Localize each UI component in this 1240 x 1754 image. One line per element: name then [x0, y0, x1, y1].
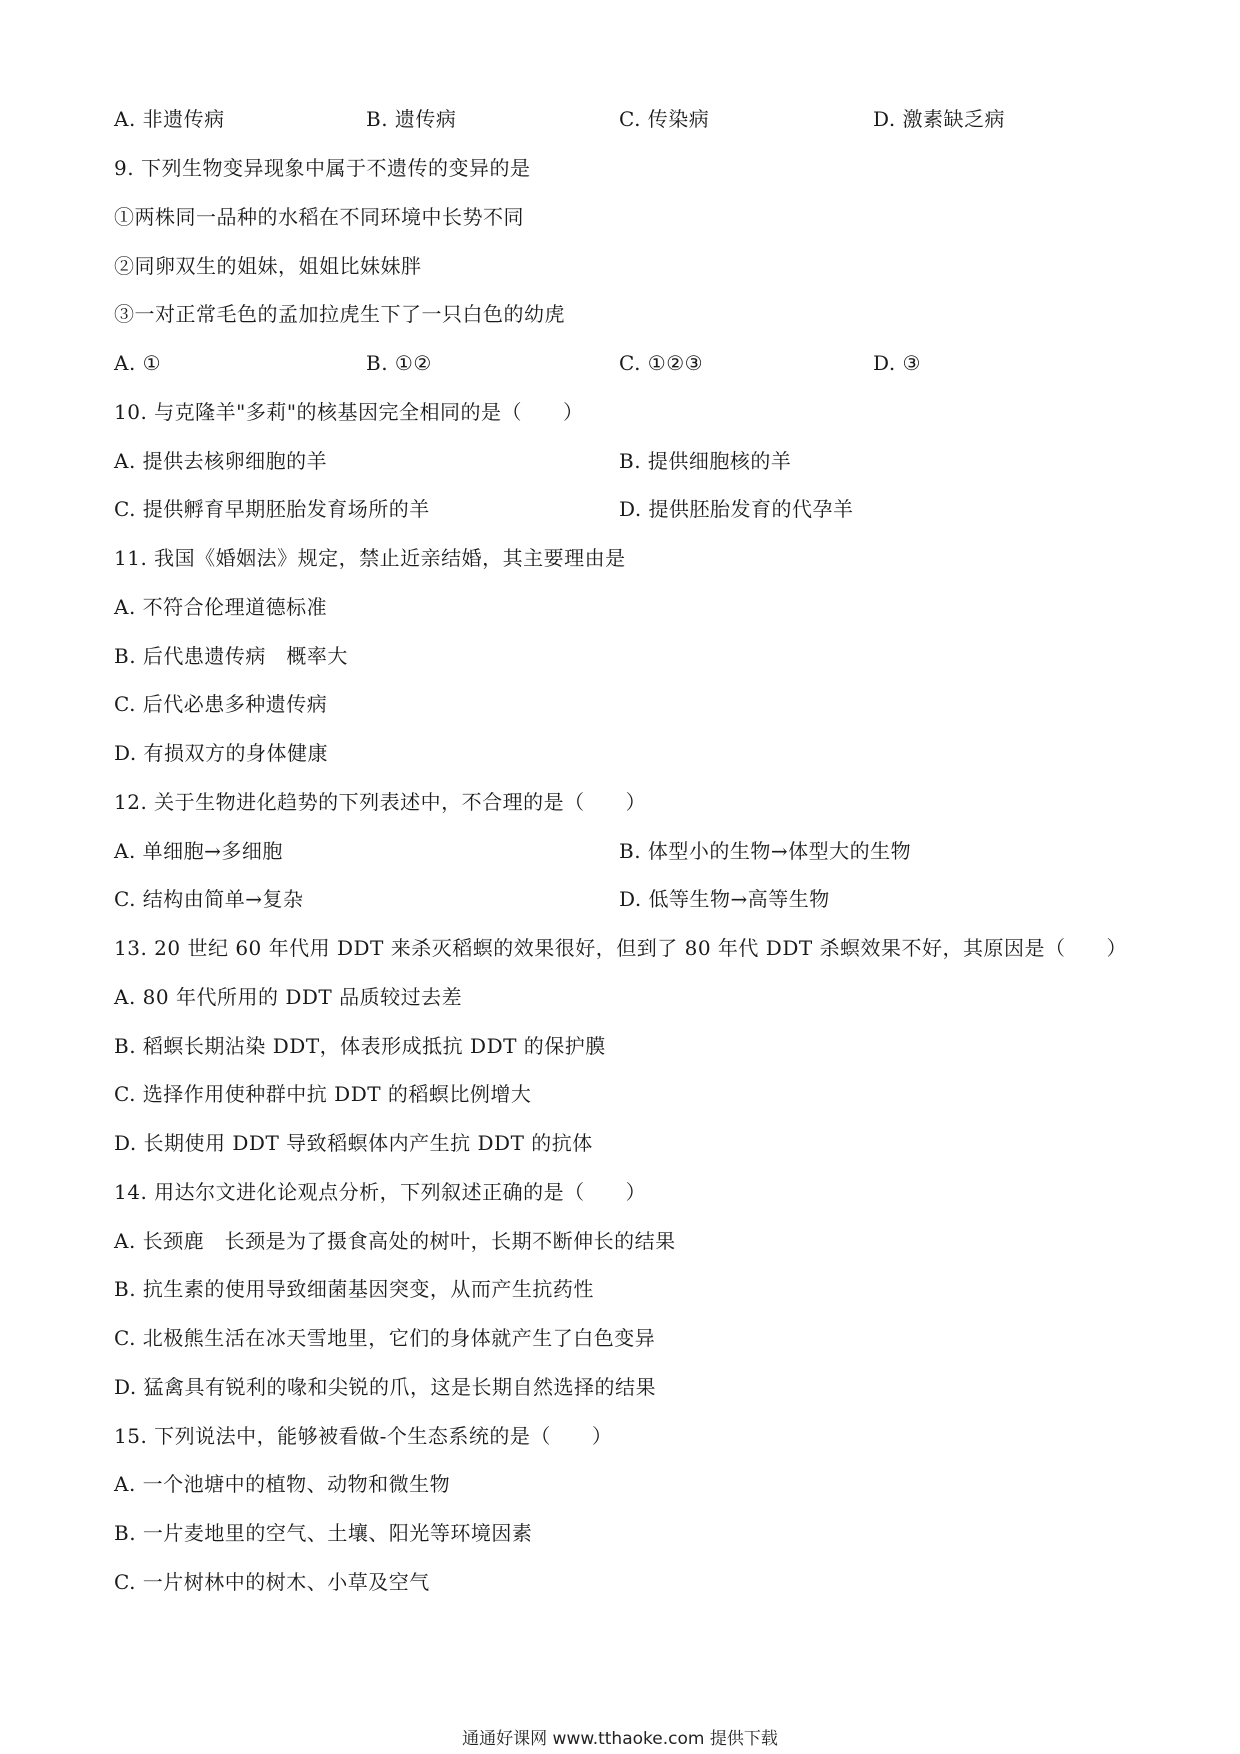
q13-option-a: A. 80 年代所用的 DDT 品质较过去差	[114, 985, 463, 1009]
q13-stem: 13. 20 世纪 60 年代用 DDT 来杀灭稻螟的效果很好，但到了 80 年代 DDT 杀螟效果不好，其原因是（ ）	[114, 936, 1128, 960]
q12-option-c: C. 结构由简单→复杂	[114, 887, 304, 911]
q15-option-a: A. 一个池塘中的植物、动物和微生物	[114, 1472, 451, 1496]
q8-option-a: A. 非遗传病	[114, 107, 225, 131]
q9-item-2: ②同卵双生的姐妹，姐姐比妹妹胖	[114, 254, 422, 278]
q11-option-a: A. 不符合伦理道德标准	[114, 595, 328, 619]
q8-option-d: D. 激素缺乏病	[873, 107, 1006, 131]
q14-option-b: B. 抗生素的使用导致细菌基因突变，从而产生抗药性	[114, 1277, 594, 1301]
q10-option-a: A. 提供去核卵细胞的羊	[114, 449, 328, 473]
q11-option-c: C. 后代必患多种遗传病	[114, 692, 328, 716]
q14-option-d: D. 猛禽具有锐利的喙和尖锐的爪，这是长期自然选择的结果	[114, 1375, 657, 1399]
q9-option-b: B. ①②	[366, 351, 432, 375]
q11-stem: 11. 我国《婚姻法》规定，禁止近亲结婚，其主要理由是	[114, 546, 626, 570]
q12-option-d: D. 低等生物→高等生物	[619, 887, 830, 911]
q10-stem: 10. 与克隆羊"多莉"的核基因完全相同的是（ ）	[114, 400, 584, 424]
q12-stem: 12. 关于生物进化趋势的下列表述中，不合理的是（ ）	[114, 790, 647, 814]
q13-option-c: C. 选择作用使种群中抗 DDT 的稻螟比例增大	[114, 1082, 532, 1106]
q9-item-1: ①两株同一品种的水稻在不同环境中长势不同	[114, 205, 524, 229]
q9-stem: 9. 下列生物变异现象中属于不遗传的变异的是	[114, 156, 531, 180]
q15-stem: 15. 下列说法中，能够被看做-个生态系统的是（ ）	[114, 1424, 613, 1448]
q8-option-b: B. 遗传病	[366, 107, 457, 131]
q14-stem: 14. 用达尔文进化论观点分析，下列叙述正确的是（ ）	[114, 1180, 647, 1204]
q11-option-b: B. 后代患遗传病 概率大	[114, 644, 348, 668]
q11-option-d: D. 有损双方的身体健康	[114, 741, 329, 765]
q10-option-b: B. 提供细胞核的羊	[619, 449, 792, 473]
page-footer: 通通好课网 www.tthaoke.com 提供下载	[462, 1729, 778, 1749]
q9-item-3: ③一对正常毛色的孟加拉虎生下了一只白色的幼虎	[114, 302, 565, 326]
q8-option-c: C. 传染病	[619, 107, 710, 131]
q9-option-c: C. ①②③	[619, 351, 704, 375]
q9-option-a: A. ①	[114, 351, 162, 375]
q15-option-b: B. 一片麦地里的空气、土壤、阳光等环境因素	[114, 1521, 533, 1545]
q14-option-a: A. 长颈鹿 长颈是为了摄食高处的树叶，长期不断伸长的结果	[114, 1229, 676, 1253]
q12-option-b: B. 体型小的生物→体型大的生物	[619, 839, 912, 863]
q13-option-d: D. 长期使用 DDT 导致稻螟体内产生抗 DDT 的抗体	[114, 1131, 593, 1155]
q15-option-c: C. 一片树林中的树木、小草及空气	[114, 1570, 430, 1594]
q10-option-d: D. 提供胚胎发育的代孕羊	[619, 497, 854, 521]
q9-option-d: D. ③	[873, 351, 921, 375]
q12-option-a: A. 单细胞→多细胞	[114, 839, 283, 863]
q13-option-b: B. 稻螟长期沾染 DDT，体表形成抵抗 DDT 的保护膜	[114, 1034, 606, 1058]
q10-option-c: C. 提供孵育早期胚胎发育场所的羊	[114, 497, 430, 521]
q14-option-c: C. 北极熊生活在冰天雪地里，它们的身体就产生了白色变异	[114, 1326, 656, 1350]
